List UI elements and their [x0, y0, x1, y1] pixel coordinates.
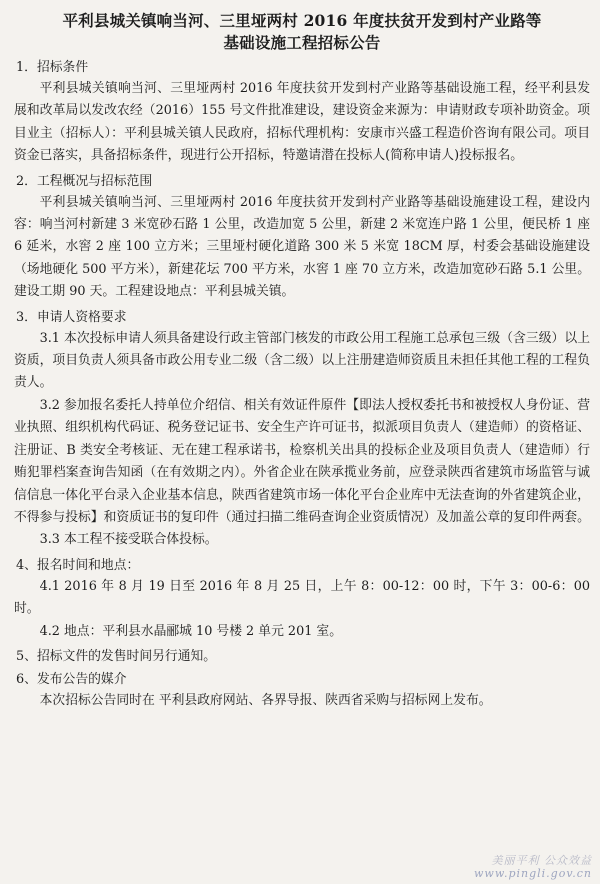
- section-1: [14, 58, 590, 168]
- watermark-url: www.pingli.gov.cn: [474, 867, 592, 880]
- section-5: [14, 647, 590, 666]
- section-heading: 1．招标条件: [16, 60, 89, 75]
- section-2: [14, 172, 590, 304]
- paragraph: 4.2 地点：平利县水晶郦城 10 号楼 2 单元 201 室。: [39, 623, 343, 639]
- section-6: [14, 670, 590, 712]
- site-watermark: [474, 854, 592, 880]
- section-heading: 2．工程概况与招标范围: [16, 173, 153, 189]
- section-4: [14, 556, 590, 643]
- paragraph: 本次招标公告同时在 平利县政府网站、各界导报、陕西省采购与招标网上发布。: [39, 692, 492, 708]
- title-line-2: 基础设施工程招标公告: [223, 33, 381, 52]
- section-heading: 4、报名时间和地点：: [16, 557, 140, 573]
- notice-title: [14, 10, 590, 54]
- section-heading: 3．申请人资格要求: [16, 309, 127, 325]
- paragraph: 3.1 本次投标申请人须具备建设行政主管部门核发的市政公用工程施工总承包三级（含三级）以上资质，项目负责人须具备市政公用专业二级（含二级）以上注册建造师资质且未担任其他工程的工程负责人。: [14, 330, 590, 391]
- paragraph: 3.3 本工程不接受联合体投标。: [39, 532, 218, 548]
- title-line-1: 平利县城关镇响当河、三里垭两村 2016 年度扶贫开发到村产业路等: [62, 11, 542, 30]
- watermark-text: 美丽平利 公众效益: [491, 854, 592, 867]
- section-heading: 5、招标文件的发售时间另行通知。: [16, 648, 217, 664]
- section-heading: 6、发布公告的媒介: [16, 671, 127, 687]
- paragraph: 平利县城关镇响当河、三里垭两村 2016 年度扶贫开发到村产业路等基础设施工程，经平利县发展和改革局以发改农经（2016）155 号文件批准建设，建设资金来源为：申请财政专项补助资金。项目业主（招标人）：平利县城关镇人民政府，招标代理机构：安康市兴盛工程造价咨询有限公司。项目资金已落实，具备招标条件，现进行公开招标，特邀请潜在投标人(简称申请人)投标报名。: [14, 81, 590, 164]
- section-3: [14, 308, 590, 552]
- paragraph: 3.2 参加报名委托人持单位介绍信、相关有效证件原件【即法人授权委托书和被授权人身份证、营业执照、组织机构代码证、税务登记证书、安全生产许可证书，拟派项目负责人（建造师）的资格证、注册证、B 类安全考核证、无在建工程承诺书，检察机关出具的投标企业及项目负责人（建造师）行贿犯罪档案查询告知函（在有效期之内）。外省企业在陕承揽业务前，应登录陕西省建筑市场监管与诚信信息一体化平台录入企业基本信息，陕西省建筑市场一体化平台企业库中无法查询的外省建筑企业，不得参与投标】和资质证书的复印件（通过扫描二维码查询企业资质情况）及加盖公章的复印件两套。: [14, 397, 590, 525]
- paragraph: 4.1 2016 年 8 月 19 日至 2016 年 8 月 25 日，上午 8：00-12：00 时，下午 3：00-6：00 时。: [14, 578, 590, 617]
- paragraph: 平利县城关镇响当河、三里垭两村 2016 年度扶贫开发到村产业路等基础设施建设工程，建设内容：响当河村新建 3 米宽砂石路 1 公里，改造加宽 5 公里，新建 2 米宽连户路 1 公里，便民桥 1 座 6 延米，水窖 2 座 100 立方米；三里垭村硬化道路 300 米 5 米宽 18CM 厚，村委会基础设施建设（场地硬化 500 平方米），新建花坛 700 平方米，水窖 1 座 70 立方米，改造加宽砂石路 5.1 公里。建设工期 90 天。工程建设地点：平利县城关镇。: [14, 194, 590, 300]
